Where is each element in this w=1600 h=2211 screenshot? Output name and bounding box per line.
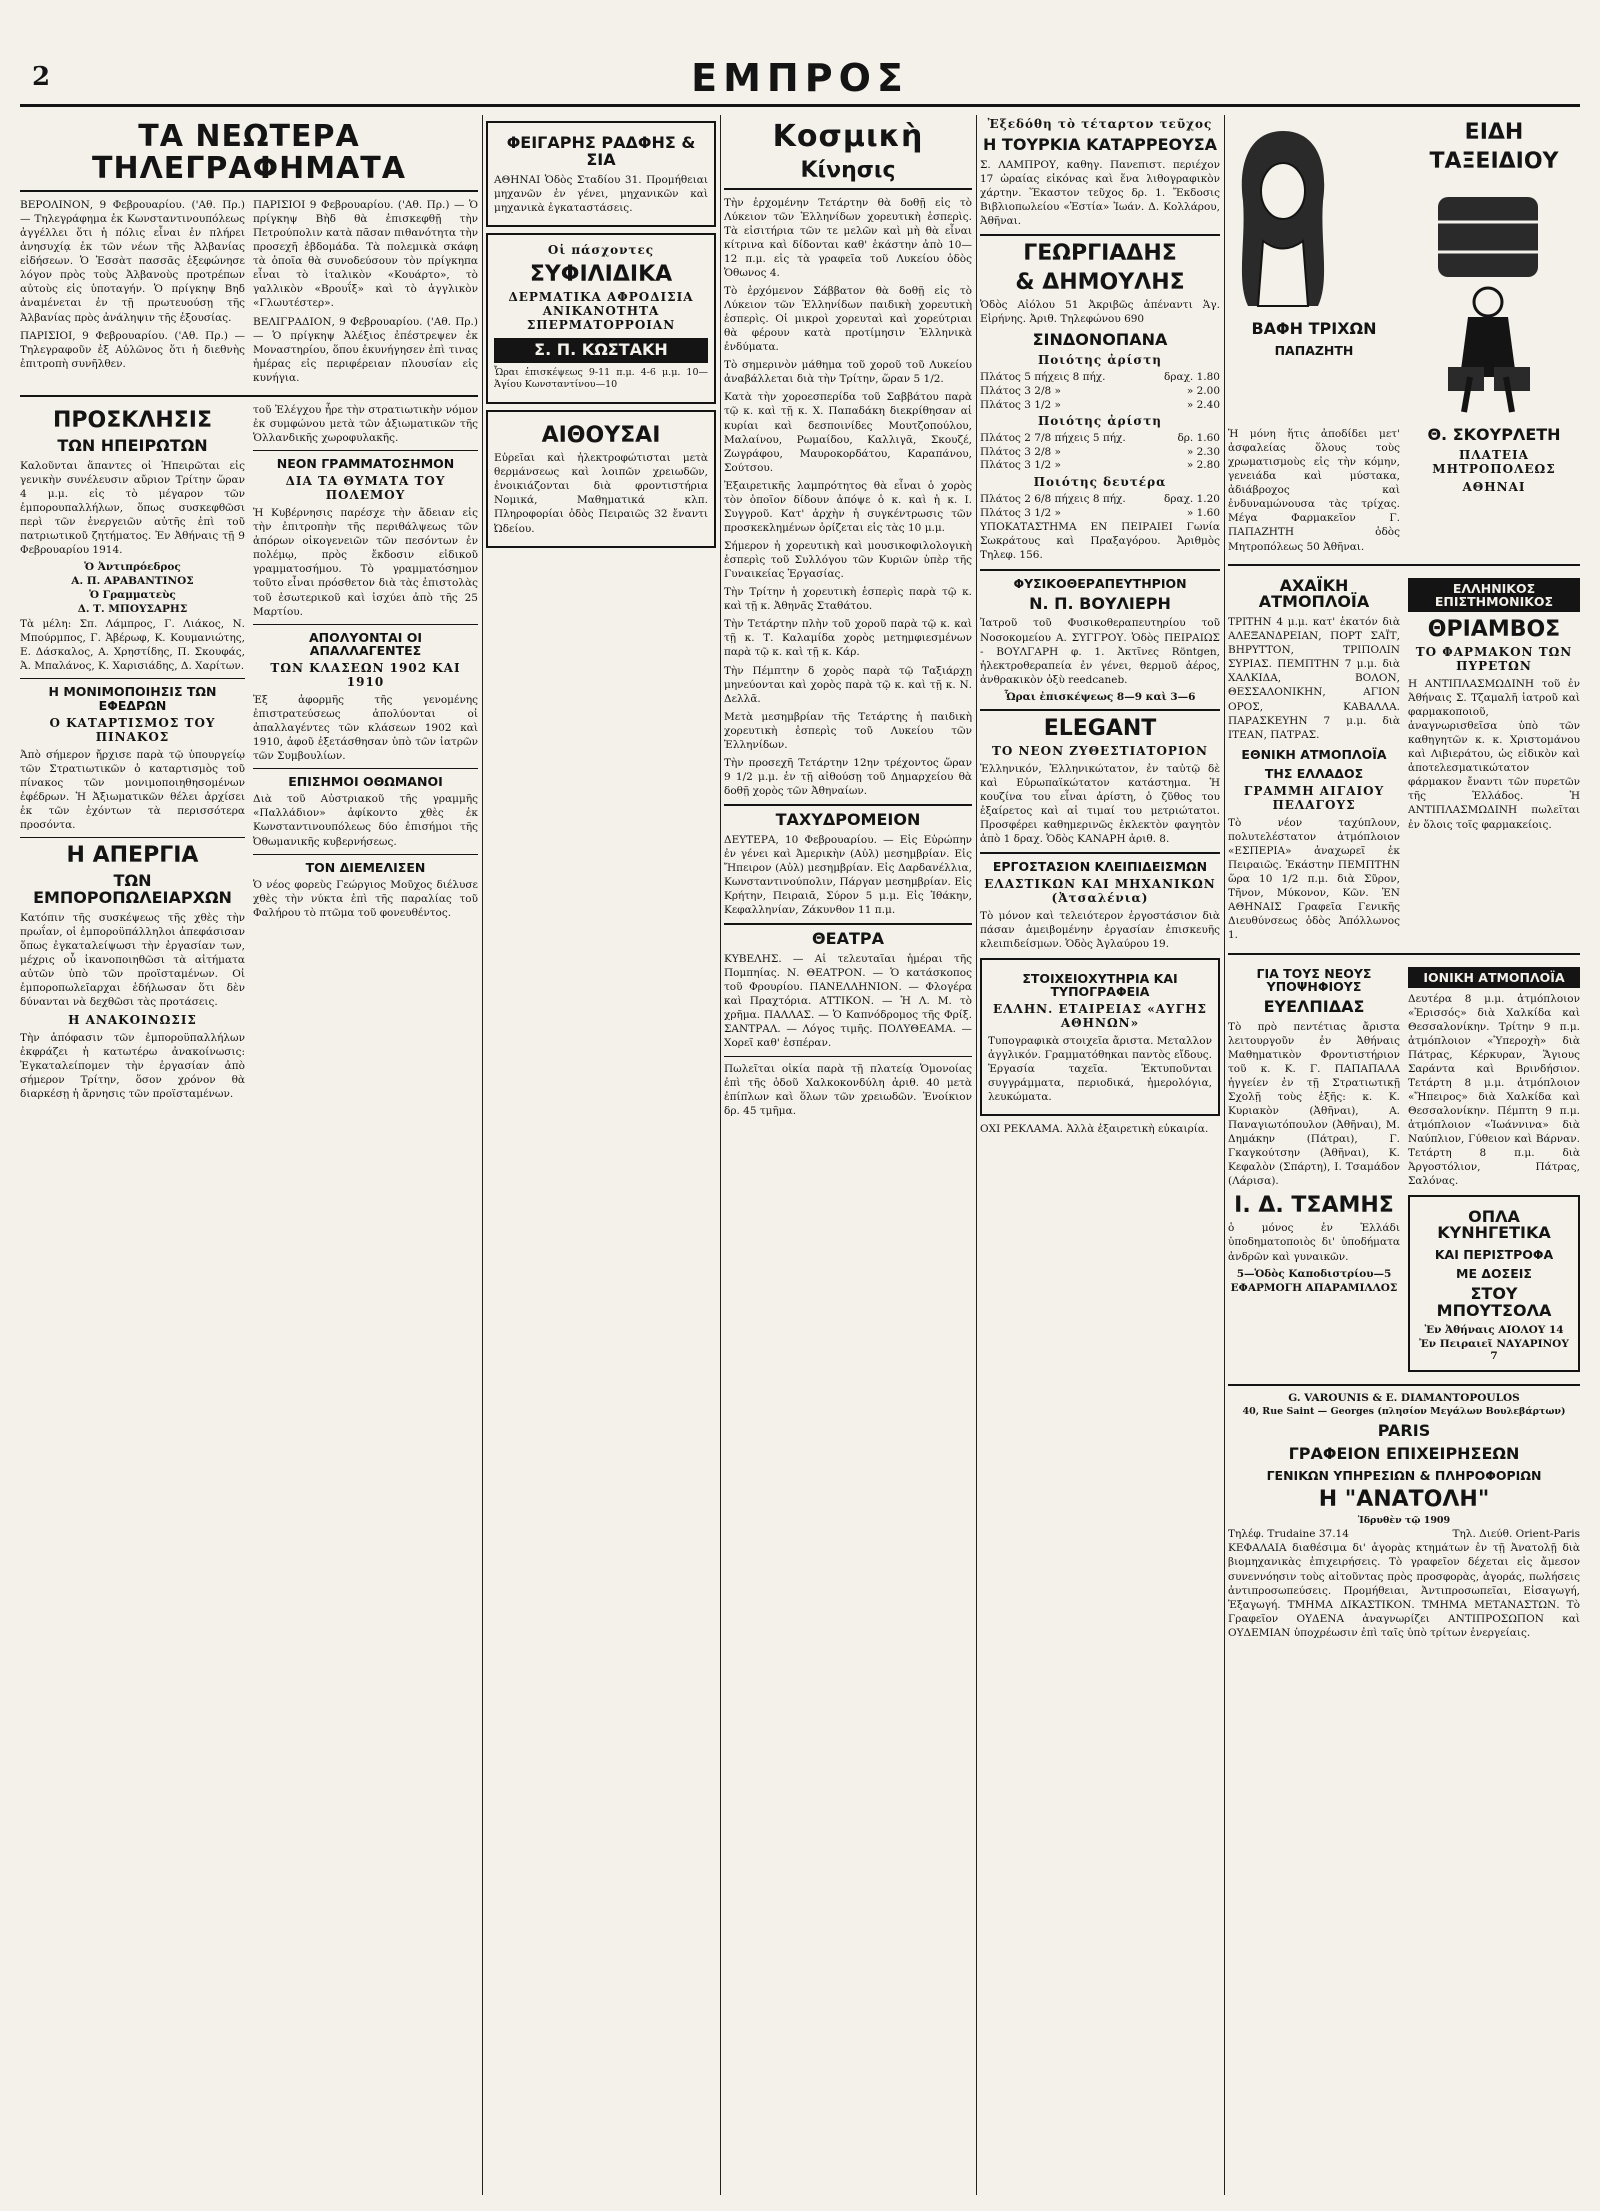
divider: [253, 854, 478, 855]
price-row: [980, 507, 1220, 521]
halls-title: ΑΙΘΟΥΣΑΙ: [541, 423, 661, 449]
print-text: Τυπογραφικὰ στοιχεῖα ἄριστα. Μεταλλον ἀγγλικόν. Γραμματόθηκαι παντὸς εἴδους. Ἐργασία ταχεῖα. Ἐκτυποῦνται συγγράμματα, περιοδικά, ἡμερολόγια, λευκώματα.: [988, 1034, 1212, 1104]
gd-addr: Ὁδὸς Αἰόλου 51 Ἀκριβῶς ἀπέναντι Ἁγ. Εἰρήνης. Ἀριθ. Τηλεφώνου 690: [980, 299, 1220, 326]
science-sub: ΤΟ ΦΑΡΜΑΚΟΝ ΤΩΝ ΠΥΡΕΤΩΝ: [1415, 644, 1573, 673]
divider: [20, 837, 245, 838]
epirus-sig1: Ὁ Ἀντιπρόεδρος: [84, 561, 181, 574]
trunk-city: ΑΘΗΝΑΙ: [1462, 479, 1526, 494]
firm-city: PARIS: [1377, 1420, 1431, 1440]
divider: [20, 678, 245, 679]
telegram-paris-1: ΠΑΡΙΣΙΟΙ 9 Φεβρουαρίου. ('Αθ. Πρ.) — Ὁ πρίγκηψ Βὴδ θὰ ἐπισκεφθῇ τὴν Πετρούπολιν κατὰ πᾶσαν πιθανότητα τὴν προσεχῆ ἑβδομάδα. Τὰ πολεμικὰ σκάφη τὰ ὁποῖα θὰ συνοδεύσουν τὸν πρίγκηπα εἶναι τὸ ἰταλικὸν «Κουάρτο», τὸ γαλλικὸν «Βρουΐξ» καὶ τὸ ἀγγλικὸν «Γλωυτέστερ».: [253, 199, 478, 310]
strike-text-2: Τὴν ἀπόφασιν τῶν ἐμποροϋπαλλήλων ἐκφράζει ἡ κατωτέρω ἀνακοίνωσις: Ἐγκαταλείπομεν τὴν ἐργασίαν ἀπὸ σήμερον Τρίτην, ὅσον χρόνον θὰ διαρκέσῃ ἡ ἄρνησις τῶν προϊσταμένων.: [20, 1032, 245, 1101]
epirus-sig1-name: Α. Π. ΑΡΑΒΑΝΤΙΝΟΣ: [71, 575, 194, 588]
divider: [980, 709, 1220, 711]
society-p9: Τὴν Πέμπτην δ χορὸς παρὰ τῷ Ταξιάρχῃ μηνεύονται καὶ χορὸς παρὰ τῷ κ. καὶ τῇ κ. Ν. Δελλᾶ.: [724, 664, 972, 705]
print-ad: [980, 958, 1220, 1117]
col5-low-right: [1408, 961, 1580, 1378]
gd-title-1: ΓΕΩΡΓΙΑΔΗΣ: [1023, 241, 1177, 267]
doctor-title: ΣΥΦΙΛΙΔΙΚΑ: [529, 261, 673, 287]
telegrams-body: [20, 198, 478, 389]
col2-lead: τοῦ Ἐλέγχου ἦρε τὴν στρατιωτικὴν νόμον ἐκ συμφώνου μετὰ τῶν ἀξιωματικῶν τῆς Ὁλλανδικῆς χωροφυλακῆς.: [253, 403, 478, 444]
col5-right: [1408, 115, 1580, 558]
turkey-note: Ἐξεδόθη τὸ τέταρτον τεῦχος: [987, 117, 1213, 131]
price-row: [980, 371, 1220, 385]
bureau-contacts: [1228, 1528, 1580, 1542]
column-society: [724, 115, 972, 2195]
doctor-sub: ΔΕΡΜΑΤΙΚΑ ΑΦΡΟΔΙΣΙΑ ΑΝΙΚΑΝΟΤΗΤΑ ΣΠΕΡΜΑΤΟΡΡΟΙΑΝ: [508, 289, 694, 332]
epirus-title-1: ΠΡΟΣΚΛΗΣΙΣ: [53, 407, 212, 433]
science-title-2: ΘΡΙΑΜΒΟΣ: [1427, 616, 1561, 642]
column-ads-center: [980, 115, 1220, 2195]
price-row: [980, 446, 1220, 460]
society-p1: Τὴν ἐρχομένην Τετάρτην θὰ δοθῇ εἰς τὸ Λύκειον τῶν Ἑλληνίδων χορευτικὴ ἑσπερὶς. Τὰ εἰσιτήρια τῶν τε μελῶν καὶ μὴ θὰ εἶναι κίτρινα καὶ δίδονται καθ' ἑκάστην ἀπὸ 10—12 π.μ. εἰς τὰ γραφεῖα τοῦ Λυκείου ὁδὸς Ὁθωνος 4.: [724, 196, 972, 279]
elegant-sub: ΤΟ ΝΕΟΝ ΖΥΘΕΣΤΙΑΤΟΡΙΟΝ: [992, 743, 1208, 758]
society-p5: Ἐξαιρετικῆς λαμπρότητος θὰ εἶναι ὁ χορὸς τὸν ὁποῖον δίδουν ἀπόψε ὁ κ. καὶ ἡ κ. Ι. Συγγροῦ. Κατ' ἀρχὴν ἡ συγκέντρωσις τῶν προσκεκλημένων ὁρίζεται εἰς τὰς 10 μ.μ.: [724, 479, 972, 534]
column-ads-left: [486, 115, 716, 2195]
divider: [253, 624, 478, 625]
gd-quality-3: Ποιότης δευτέρα: [1033, 475, 1167, 490]
divider: [980, 569, 1220, 571]
epirus-members: Τὰ μέλη: Σπ. Λάμπρος, Γ. Λιάκος, Ν. Μπούρμπος, Γ. Ἀβέρωφ, Κ. Κουμανιώτης, Ε. Δάσκαλος, Α. Χρηστίδης, Π. Σκουφάς, Ἀ. Μπαλάνος, Κ. Χαρισιάδης, Δ. Χαρίτων.: [20, 618, 245, 673]
society-p4: Κατὰ τὴν χοροεσπερίδα τοῦ Σαββάτου παρὰ τῷ κ. καὶ τῇ κ. Χ. Παπαδάκη διεκρίθησαν αἱ κυρίαι καὶ δεσποινίδες Μουτζοπούλου, Μαλαίνου, Ρωμαίδου, Καλλιγᾶ, Σκουζέ, Ζωγράφου, Μαυροκορδάτου, Καραπάνου, Σούτσου.: [724, 391, 972, 474]
fleet-title: Η ΜΟΝΙΜΟΠΟΙΗΣΙΣ ΤΩΝ ΕΦΕΔΡΩΝ: [48, 684, 217, 713]
theatre-title: ΘΕΑΤΡΑ: [812, 929, 884, 949]
page-number: 2: [32, 62, 51, 92]
price-value: » 2.40: [1186, 398, 1220, 411]
telegrams-title: ΤΑ ΝΕΩΤΕΡΑ ΤΗΛΕΓΡΑΦΗΜΑΤΑ: [92, 119, 406, 186]
gd-title-2: & ΔΗΜΟΥΛΗΣ: [1015, 270, 1185, 296]
price-row: [980, 493, 1220, 507]
stamp-sub: ΔΙΑ ΤΑ ΘΥΜΑΤΑ ΤΟΥ ΠΟΛΕΜΟΥ: [285, 474, 446, 503]
print-foot: ΟΧΙ ΡΕΚΛΑΜΑ. Ἀλλὰ ἐξαιρετικὴ εὐκαιρία.: [980, 1123, 1209, 1136]
diemelisen-text: Ὁ νέος φορεὺς Γεώργιος Μοῦχος διέλυσε χθὲς τὴν νύκτα ἐπὶ τῆς παραλίας τοῦ Φαλήρου τὸ πτῶμα τοῦ φονευθέντος.: [253, 878, 478, 919]
clinic-title: ΦΥΣΙΚΟΘΕΡΑΠΕΥΤΗΡΙΟΝ: [1013, 575, 1187, 591]
divider: [724, 188, 972, 190]
strike-title-1: Η ΑΠΕΡΓΙΑ: [66, 843, 199, 869]
hair-ad: [1228, 121, 1400, 421]
divider: [1228, 1384, 1580, 1386]
gd-quality-2: Ποιότης ἀρίστη: [1037, 414, 1163, 429]
telegrams-left: [20, 198, 245, 389]
divider: [724, 923, 972, 925]
society-p7: Τὴν Τρίτην ἡ χορευτικὴ ἑσπερὶς παρὰ τῷ κ. καὶ τῇ κ. Ἀθηνᾶς Σταθάτου.: [724, 586, 972, 613]
tsamis-text: ὁ μόνος ἐν Ἑλλάδι ὑποδηματοποιὸς δι' ὑποδήματα ἀνδρῶν καὶ γυναικῶν.: [1228, 1222, 1400, 1263]
society-title: Κοσμικὴ: [772, 119, 924, 154]
gd-branch: ΥΠΟΚΑΤΑΣΤΗΜΑ ΕΝ ΠΕΙΡΑΙΕΙ Γωνία Σωκράτους καὶ Πραξαγόρου. Ἀριθμὸς Τηλεφ. 156.: [980, 521, 1220, 562]
shipping-title: ΙΟΝΙΚΗ ΑΤΜΟΠΛΟΪΑ: [1408, 967, 1580, 988]
society-p3: Τὸ σημερινὸν μάθημα τοῦ χοροῦ τοῦ Λυκείου ἀναβάλλεται διὰ τὴν Τρίτην, ὥραν 5 1/2.: [724, 359, 972, 386]
fleet-text: Ἀπὸ σήμερον ἤρχισε παρὰ τῷ ὑπουργείῳ τῶν Στρατιωτικῶν ὁ καταρτισμὸς τοῦ πίνακος τῶν μονιμοποιηθησομένων ἐφέδρων. Ἡ Ἀξιωματικῶν θέλει ἀρχίσει ἐκ τῶν ἐχόντων τὰ περισσότερα προσόντα.: [20, 748, 245, 831]
epirus-sig2-name: Δ. Τ. ΜΠΟΥΣΑΡΗΣ: [77, 603, 188, 616]
bureau-tel: Τηλέφ. Trudaine 37.14: [1228, 1527, 1349, 1540]
divider: [724, 1056, 972, 1057]
machinery-text: ΑΘΗΝΑΙ Ὁδὸς Σταδίου 31. Προμήθειαι μηχανῶν ἐν γένει, μηχανικῶν καὶ μηχανικὰ ἐγκαταστάσεις.: [494, 173, 708, 214]
print-sub: ΕΛΛΗΝ. ΕΤΑΙΡΕΙΑΣ «ΑΥΓΗΣ ΑΘΗΝΩΝ»: [993, 1001, 1207, 1030]
col1-lower-left: [20, 403, 245, 1106]
science-title: ΕΛΛΗΝΙΚΟΣ ΕΠΙΣΤΗΜΟΝΙΚΟΣ: [1408, 578, 1580, 612]
trunk-vendor: Θ. ΣΚΟΥΡΛΕΤΗ: [1427, 425, 1561, 445]
strike-announce: Η ΑΝΑΚΟΙΝΩΣΙΣ: [68, 1013, 197, 1028]
trunk-place: ΠΛΑΤΕΙΑ ΜΗΤΡΟΠΟΛΕΩΣ: [1432, 447, 1556, 476]
machinery-title: ΦΕΙΓΑΡΗΣ ΡΑΔΦΗΣ & ΣΙΑ: [506, 133, 696, 169]
price-value: » 1.60: [1186, 506, 1220, 519]
society-p6: Σήμερον ἡ χορευτικὴ καὶ μουσικοφιλολογικὴ ἑσπερὶς τοῦ Συλλόγου τῶν Κυριῶν ὑπὲρ τῆς Γυναικείας Ἐργασίας.: [724, 540, 972, 581]
price-value: » 2.80: [1186, 459, 1220, 472]
stm1-text: ΤΡΙΤΗΝ 4 μ.μ. κατ' ἑκατόν διὰ ΑΛΕΞΑΝΔΡΕΙΑΝ, ΠΟΡΤ ΣΑΪΤ, ΒΗΡΥΤΤΟΝ, ΤΡΙΠΟΛΙΝ ΣΥΡΙΑΣ. ΠΕΜΠΤΗΝ 7 μ.μ. διὰ ΧΑΛΚΙΔΑ, ΒΟΛΟΝ, ΘΕΣΣΑΛΟΝΙΚΗΝ, ΑΓΙΟΝ ΟΡΟΣ, ΚΑΒΑΛΛΑ. ΠΑΡΑΣΚΕΥΗΝ 7 μ.μ. διὰ ΙΤΕΑΝ, ΠΑΤΡΑΣ.: [1228, 616, 1400, 741]
society-p10: Μετὰ μεσημβρίαν τῆς Τετάρτης ἡ παιδικὴ χορευτικὴ ἑσπερὶς τοῦ Λυκείου τῶν Ἑλληνίδων.: [724, 710, 972, 751]
bureau-founded: Ἱδρυθὲν τῷ 1909: [1357, 1514, 1451, 1526]
guns-title-2: ΚΑΙ ΠΕΡΙΣΤΡΟΦΑ: [1434, 1247, 1554, 1263]
guns-addr-1: Ἐν Ἀθήναις ΑΙΟΛΟΥ 14: [1424, 1323, 1564, 1336]
firm-address: 40, Rue Saint — Georges (πλησίον Μεγάλων Βουλεβάρτων): [1242, 1405, 1566, 1417]
gd-price-list-1: [980, 371, 1220, 412]
column-rule: [1224, 115, 1225, 2195]
evelp-text: Τὸ πρὸ πεντέτιας ἄριστα λειτουργοῦν ἐν Ἀθήναις Μαθηματικὸν Φροντιστήριον τοῦ κ. Κ. Γ. ΠΑΠΑΠΑΛΑ ἠγγείεν ἐν τῇ Στρατιωτικῇ Σχολῇ τοὺς ἑξῆς: κ. Κ. Κυριακὸν (Ἀθῆναι), Α. Παναγιωτόπουλον (Ἀθῆναι), Μ. Δημάκην (Πάτραι), Γ. Γκαγκούτσην (Ἀθῆναι), Κ. Κεφαλὸν (Σπάρτη), Ι. Τσαμάδον (Λάρισα).: [1228, 1020, 1400, 1188]
doctor-lead: Οἱ πάσχοντες: [547, 242, 655, 257]
price-row: [980, 432, 1220, 446]
price-value: δραχ. 1.20: [1163, 493, 1220, 506]
doctor-name: Σ. Π. ΚΩΣΤΑΚΗ: [494, 338, 708, 363]
telegram-belgrade: ΒΕΛΙΓΡΑΔΙΟΝ, 9 Φεβρουαρίου. ('Αθ. Πρ.) — Ὁ πρίγκηψ Ἀλέξιος ἐπέστρεψεν ἐκ Μοναστηρίου, ὅπου ἐκυνήγησεν ἐπὶ τινας ἡμέρας εἰς περιφέρειαν πλουσίαν εἰς κυνήγια.: [253, 315, 478, 384]
divider: [980, 852, 1220, 854]
tsamis-addr: 5—Ὁδὸς Καποδιστρίου—5: [1236, 1267, 1392, 1280]
guns-store: ΣΤΟΥ ΜΠΟΥΤΣΟΛΑ: [1436, 1284, 1552, 1321]
divider: [724, 804, 972, 806]
turkey-text: Σ. ΛΑΜΠΡΟΥ, καθηγ. Πανεπιστ. περιέχον 17 ὡραίας εἰκόνας καὶ ἕνα λιθογραφικὸν χάρτην. Ἕκαστον τεῦχος δρ. 1. Ἔκδοσις Βιβλιοπωλείου «Ἑστία» Ἰωάν. Δ. Κολλάρου, Ἀθῆναι.: [980, 158, 1220, 228]
divider: [253, 450, 478, 451]
bureau-sub: ΓΕΝΙΚΩΝ ΥΠΗΡΕΣΙΩΝ & ΠΛΗΡΟΦΟΡΙΩΝ: [1266, 1467, 1542, 1483]
epirus-title-2: ΤΩΝ ΗΠΕΙΡΩΤΩΝ: [57, 435, 208, 455]
strike-title-2: ΤΩΝ ΕΜΠΟΡΟΠΩΛΕΙΑΡΧΩΝ: [33, 871, 232, 907]
ottoman-title: ΕΠΙΣΗΜΟΙ ΟΘΩΜΑΝΟΙ: [288, 774, 443, 790]
doctor-ad: [486, 233, 716, 404]
trunk-title-2: ΤΑΞΕΙΔΙΟΥ: [1429, 149, 1559, 175]
factory-title: ΕΡΓΟΣΤΑΣΙΟΝ ΚΛΕΙΠΙΔΕΙΣΜΩΝ: [992, 859, 1208, 875]
divider: [20, 395, 478, 397]
hair-title: ΒΑΦΗ ΤΡΙΧΩΝ: [1251, 319, 1377, 338]
price-size: Πλάτος 3 1/2 »: [980, 506, 1061, 519]
firm-name: G. VAROUNIS & E. DIAMANTOPOULOS: [1288, 1391, 1520, 1404]
clinic-name: Ν. Π. ΒΟΥΛΙΕΡΗ: [1029, 593, 1171, 613]
woman-portrait-icon: [1228, 121, 1338, 311]
release-title: ΑΠΟΛΥΟΝΤΑΙ ΟΙ ΑΠΑΛΛΑΓΕΝΤΕΣ: [308, 629, 423, 658]
col5-mid-right: [1408, 572, 1580, 947]
trunk-title-1: ΕΙΔΗ: [1464, 120, 1524, 145]
evelp-title-2: ΕΥΕΛΠΙΔΑΣ: [1263, 996, 1365, 1016]
epirus-sig2: Ὁ Γραμματεὺς: [89, 589, 176, 602]
hair-sub: ΠΑΠΑΖΗΤΗ: [1274, 342, 1354, 358]
telegram-berlin: ΒΕΡΟΛΙΝΟΝ, 9 Φεβρουαρίου. ('Αθ. Πρ.) — Τηλεγράφημα ἐκ Κωνσταντινουπόλεως ἀγγέλλει ὅτι ἡ πόλις εἶναι ἐν πλήρει ἀνησυχίᾳ ἐκ τῶν νέων τῆς Ἀλβανίας εἰδήσεων. Ὁ Ἐσσὰτ πασσᾶς ἐξεφώνησε λόγον πρὸς τοὺς Ἀλβανοὺς προτρέπων αὐτοὺς εἰς ὑποταγήν. Ὁ πρίγκηψ Βηδ ἀναμένεται ἐν τῇ πρωτευούσῃ τῆς Ἀλβανίας πρὸς ἀνάληψιν τῆς ἐξουσίας.: [20, 199, 245, 324]
price-size: Πλάτος 2 6/8 πήχεις 8 πήχ.: [980, 493, 1126, 506]
paper-name: ΕΜΠΡΟΣ: [691, 56, 909, 100]
price-value: δραχ. 1.80: [1163, 371, 1220, 384]
price-size: Πλάτος 2 7/8 πήχεις 5 πήχ.: [980, 432, 1126, 445]
bureau-name: Η "ΑΝΑΤΟΛΗ": [1318, 1486, 1490, 1512]
stamp-title: ΝΕΟΝ ΓΡΑΜΜΑΤΟΣΗΜΟΝ: [276, 456, 455, 471]
divider: [20, 190, 478, 192]
telegram-paris-2: ΠΑΡΙΣΙΟΙ, 9 Φεβρουαρίου. ('Αθ. Πρ.) — Τηλεγραφοῦν ἐξ Αὐλῶνος ὅτι ἡ διεθνὴς ἐπιτροπὴ συνῆλθεν.: [20, 329, 245, 370]
price-row: [980, 459, 1220, 473]
price-row: [980, 385, 1220, 399]
price-value: » 2.00: [1186, 384, 1220, 397]
factory-sub: ΕΛΑΣΤΙΚΩΝ ΚΑΙ ΜΗΧΑΝΙΚΩΝ (Ἀτσαλένια): [984, 877, 1216, 906]
telegrams-right: [253, 198, 478, 389]
diemelisen-title: ΤΟΝ ΔΙΕΜΕΛΙΣΕΝ: [305, 859, 426, 875]
elegant-text: Ἑλληνικόν, Ἑλληνικώτατον, ἐν ταὐτῷ δὲ καὶ Εὐρωπαϊκώτατον κατάστημα. Ἡ κουζίνα του εἶναι ἀρίστη, ὁ ζῦθος του ἐξαίρετος καὶ αἱ τιμαί του μετριώτατοι. Προσφέρει καθημερινῶς ἐκλεκτὸν φαγητὸν ἀπὸ 1 δραχ. Ὁδὸς ΚΑΝΑΡΗ ἀριθ. 8.: [980, 762, 1220, 846]
guns-addr-2: Ἐν Πειραιεῖ ΝΑΥΑΡΙΝΟΥ 7: [1419, 1337, 1569, 1362]
fleet-sub: Ο ΚΑΤΑΡΤΙΣΜΟΣ ΤΟΥ ΠΙΝΑΚΟΣ: [49, 715, 216, 744]
price-size: Πλάτος 5 πήχεις 8 πήχ.: [980, 371, 1106, 384]
divider: [980, 234, 1220, 236]
doctor-hours: Ὧραι ἐπισκέψεως 9-11 π.μ. 4-6 μ.μ. 10—Ἀγίου Κωνσταντίνου—10: [494, 366, 708, 391]
release-sub: ΤΩΝ ΚΛΑΣΕΩΝ 1902 ΚΑΙ 1910: [270, 660, 461, 689]
masthead: [20, 52, 1580, 107]
price-value: δρ. 1.60: [1177, 432, 1220, 445]
tsamis-title: Ι. Δ. ΤΣΑΜΗΣ: [1234, 1193, 1394, 1219]
guns-sub: ΜΕ ΔΟΣΕΙΣ: [1456, 1266, 1532, 1282]
porter-trunk-icon: [1408, 177, 1568, 417]
price-value: » 2.30: [1186, 445, 1220, 458]
col5-low-left: [1228, 961, 1400, 1378]
divider: [253, 768, 478, 769]
society-p2: Τὸ ἐρχόμενον Σάββατον θὰ δοθῇ εἰς τὸ Λύκειον τῶν Ἑλληνίδων παιδικὴ χορευτικὴ ἑσπερὶς. Οἱ μικροὶ χορευταὶ καὶ χορεύτριαι θὰ φέρουν κατὰ προτίμησιν Ἑλληνικὰ ἐνδύματα.: [724, 284, 972, 354]
price-size: Πλάτος 3 2/8 »: [980, 445, 1061, 458]
col5-mid: [1228, 572, 1580, 947]
stamp-text: Ἡ Κυβέρνησις παρέσχε τὴν ἄδειαν εἰς τὴν ἐπιτροπὴν τῆς περιθάλψεως τῶν ἀπόρων οἰκογενειῶν τῶν πεσόντων ἐν πολέμῳ, πρὸς ἔκδοσιν εἰδικοῦ γραμματοσήμου. Τὸ γραμματόσημον τοῦτο εἶναι πρόσθετον διὰ τὰς ἐπιστολὰς τοῦ ἐσωτερικοῦ καὶ ἰσχύει ἀπὸ τῆς 25 Μαρτίου.: [253, 507, 478, 618]
elegant-title: ELEGANT: [1043, 715, 1157, 741]
print-title: ΣΤΟΙΧΕΙΟΧΥΤΗΡΙΑ ΚΑΙ ΤΥΠΟΓΡΑΦΕΙΑ: [1022, 970, 1178, 999]
mail-text: ΔΕΥΤΕΡΑ, 10 Φεβρουαρίου. — Εἰς Εὐρώπην ἐν γένει καὶ Ἀμερικὴν (Αὐλ) μεσημβρίαν. Εἰς Ἤπειρον (Αὐλ) μεσημβρίαν. Εἰς Δαρδανέλλια, Κωνσταντινούπολιν, Πάργαν μεσημβρίαν. Εἰς Κρήτην, Πειραιᾶ, Σύρον 5 μ.μ. Εἰς Ἰθάκην, Κεφαλληνίαν, Ζάκυνθον 11 π.μ.: [724, 833, 972, 917]
column-rule: [976, 115, 977, 2195]
column-rule: [482, 115, 483, 2195]
shipping-text: Δευτέρα 8 μ.μ. ἀτμόπλοιον «Ἐρισσός» διὰ Χαλκίδα καὶ Θεσσαλονίκην. Τρίτην 9 π.μ. ἀτμόπλοιον «Ὑπεροχὴ» διὰ Πάτρας, Κέρκυραν, Ἅγιους Σαράντα καὶ Βρινδήσιον. Τετάρτη 8 μ.μ. ἀτμόπλοιον «Ἤπειρος» διὰ Χαλκίδα καὶ Θεσσαλονίκην. Πέμπτη 9 π.μ. ἀτμόπλοιον «Ἰωάννινα» διὰ Ναύπλιον, Γύθειον καὶ Βάρναν. Τετάρτη 8 π.μ. διὰ Ἀργοστόλιον, Πάτρας, Σαλόνας.: [1408, 992, 1580, 1188]
gd-quality-1: Ποιότης ἀρίστη: [1037, 353, 1163, 368]
science-text: Η ΑΝΤΙΠΛΑΣΜΩΔΙΝΗ τοῦ ἐν Ἀθήναις Σ. Τζαμαλῆ ἰατροῦ καὶ φαρμακοποιοῦ, ἀναγνωρισθεῖσα ὑπὸ τῶν καθηγητῶν κ. κ. Χριστομάνου καὶ Λιβιεράτου, ὡς εἰδικὸν καὶ ἀποτελεσματικώτατον φάρμακον ἔναντι τῶν πυρετῶν τῆς Ἑλλάδος. Ἡ ΑΝΤΙΠΛΑΣΜΩΔΙΝΗ πωλεῖται ἐν ὅλοις τοῖς φαρμακείοις.: [1408, 677, 1580, 831]
price-size: Πλάτος 3 1/2 »: [980, 398, 1061, 411]
column-telegrams: [20, 115, 478, 2195]
bureau-title: ΓΡΑΦΕΙΟΝ ΕΠΙΧΕΙΡΗΣΕΩΝ: [1288, 1443, 1520, 1463]
theatre-text: ΚΥΒΕΛΗΣ. — Αἱ τελευταῖαι ἡμέραι τῆς Πομπηίας. Ν. ΘΕΑΤΡΟΝ. — Ὁ κατάσκοπος τοῦ Φρουρίου. ΠΑΝΕΛΛΗΝΙΟΝ. — Φλογέρα καὶ Πραχτόρια. ΑΤΤΙΚΟΝ. — Ἡ Λ. Μ. τὸ χρῆμα. ΠΑΛΛΑΣ. — Ὁ Καπνόδρομος τῆς Φρίξ. ΣΑΝΤΡΑΛ. — Λόγος τιμῆς. ΠΟΛΥΘΕΑΜΑ. — Χορεῖ καθ' ἑσπέραν.: [724, 953, 972, 1050]
col5-left: [1228, 115, 1400, 558]
guns-ad: [1408, 1195, 1580, 1372]
halls-text: Εὐρεῖαι καὶ ἠλεκτροφώτισται μετὰ θερμάνσεως καὶ λοιπῶν χρειωδῶν, ἐνοικιάζονται διὰ φροντιστήρια Νομικά, Μαθηματικά κλπ. Πληροφορίαι ὁδὸς Πειραιῶς 32 ἔναντι Ὠδείου.: [494, 452, 708, 535]
divider: [1228, 564, 1580, 566]
gd-product: ΣΙΝΔΟΝΟΠΑΝΑ: [1032, 330, 1168, 350]
hair-text: Ἡ μόνη ἥτις ἀποδίδει μετ' ἀσφαλείας ὅλους τοὺς χρωματισμοὺς εἰς τὴν κόμην, γενειάδα καὶ μύστακα, ἀδιάβροχος καὶ ἐνδυναμώνουσα τὰς τρίχας. Μέγα Φαρμακεῖον Γ. ΠΑΠΑΖΗΤΗ ὁδὸς Μητροπόλεως 50 Ἀθῆναι.: [1228, 428, 1400, 553]
clinic-hours: Ὧραι ἐπισκέψεως 8—9 καὶ 3—6: [1004, 690, 1196, 703]
col5-mid-left: [1228, 572, 1400, 947]
stm2-title: ΕΘΝΙΚΗ ΑΤΜΟΠΛΟΪΑ: [1241, 746, 1387, 762]
price-size: Πλάτος 3 2/8 »: [980, 384, 1061, 397]
divider: [1228, 953, 1580, 955]
guns-title: ΟΠΛΑ ΚΥΝΗΓΕΤΙΚΑ: [1437, 1206, 1551, 1243]
column-ads-right: [1228, 115, 1580, 2195]
col1-lower-right: [253, 403, 478, 1106]
machinery-ad: [486, 121, 716, 227]
stm2-text: Τὸ νέον ταχύπλουν, πολυτελέστατον ἀτμόπλοιον «ΕΣΠΕΡΙΑ» ἀναχωρεῖ ἐκ Πειραιῶς. Ἐκάστην ΠΕΜΠΤΗΝ ὥρα 10 1/2 π.μ. διὰ Σῦρον, Τῆνον, Μύκονον, Κῶν. ἘΝ ΑΘΗΝΑΙΣ Γραφεῖα Γενικῆς Διευθύνσεως ὁδὸς Ἀπόλλωνος 1.: [1228, 816, 1400, 942]
stm1-title: ΑΧΑΪΚΗ ΑΤΜΟΠΛΟΪΑ: [1258, 575, 1370, 612]
strike-text: Κατόπιν τῆς συσκέψεως τῆς χθὲς τὴν πρωΐαν, οἱ ἐμποροϋπάλληλοι ἀπεφάσισαν ὅπως ἐγκαταλείψωσι τὴν ἐργασίαν των, μέχρις οὗ ἱκανοποιηθῶσι τὰ αἰτήματα αὐτῶν ὑπὸ τῶν προϊσταμένων. Οἱ ἐμποροπωλεῖαρχαι ἐδήλωσαν ὅτι δὲν δύνανται νὰ δεχθῶσι τὰς προτάσεις.: [20, 911, 245, 1009]
society-p11: Τὴν προσεχῆ Τετάρτην 12ην τρέχοντος ὥραν 9 1/2 μ.μ. ἐν τῇ αἰθούσῃ τοῦ Δημαρχείου θὰ δοθῇ χορὸς τῶν Ἀθηναίων.: [724, 756, 972, 798]
turkey-title: Η ΤΟΥΡΚΙΑ ΚΑΤΑΡΡΕΟΥΣΑ: [982, 135, 1218, 154]
bureau-teleg: Τηλ. Διεύθ. Orient-Paris: [1452, 1527, 1580, 1540]
release-text: Ἐξ ἀφορμῆς τῆς γενομένης ἐπιστρατεύσεως ἀπολύονται οἱ ἀπαλλαγέντες τῶν κλάσεων 1902 καὶ 1910, ἀφοῦ ἐξετάσθησαν ὑπὸ τῶν ἰατρῶν τῶν Συμβουλίων.: [253, 693, 478, 763]
cobbler-foot: ΕΦΑΡΜΟΓΗ ΑΠΑΡΑΜΙΛΛΟΣ: [1230, 1281, 1398, 1294]
society-p8: Τὴν Τετάρτην πλὴν τοῦ χοροῦ παρὰ τῷ κ. καὶ τῇ κ. Τ. Καλαμίδα χορὸς μετημφιεσμένων παρὰ τῷ κ. καὶ τῇ κ. Κάρ.: [724, 618, 972, 659]
epirus-text: Καλοῦνται ἅπαντες οἱ Ἠπειρῶται εἰς γενικὴν συνέλευσιν αὔριον Τρίτην ὥραν 4 μ.μ. εἰς τὸ μέγαρον τῶν ἐμπορουπαλλήλων, ὅπως συσκεφθῶσι περὶ τῶν ἐνεργειῶν αὐτῆς ἐπὶ τοῦ πατριωτικοῦ ζητήματος. Ἐν Ἀθήναις τῇ 9 Φεβρουαρίου 1914.: [20, 459, 245, 557]
ottoman-text: Διὰ τοῦ Αὐστριακοῦ τῆς γραμμῆς «Παλλάδιον» ἀφίκοντο χθὲς ἐκ Κωνσταντινουπόλεως δύο ἐπισήμοι τῆς Ὀθωμανικῆς κυβερνήσεως.: [253, 793, 478, 848]
factory-text: Τὸ μόνον καὶ τελειότερον ἐργοστάσιον διὰ πάσαν ἀμειβομένην ἐργασίαν ἐπισκευῆς κλειπιδείσμων. Ὁδὸς Ἀγλαύρου 19.: [980, 910, 1220, 951]
halls-ad: [486, 410, 716, 547]
bureau-text: ΚΕΦΑΛΑΙΑ διαθέσιμα δι' ἀγορὰς κτημάτων ἐν τῇ Ἀνατολῇ διὰ βιομηχανικὰς ἐπιχειρήσεις. Τὸ γραφεῖον δέχεται εἰς ἄμεσον συνεννόησιν τοὺς αἰτοῦντας πρὸς προσφορὰς, ἀγοράς, πωλήσεις ἀντιπροσωπεύσεις. Προμήθειαι, Ἀντιπροσωπεῖαι, Εἰσαγωγή, Ἐξαγωγή. ΤΜΗΜΑ ΔΙΚΑΣΤΙΚΟΝ. ΤΜΗΜΑ ΜΕΤΑΝΑΣΤΩΝ. Τὸ Γραφεῖον ΟΥΔΕΝΑ ἀναγνωρίζει ΑΝΤΙΠΡΟΣΩΠΟΝ καὶ ΟΥΔΕΜΙΑΝ ὑποχρέωσιν ἐπὶ ταῖς ὑπὸ τρίτων ἐνεργείαις.: [1228, 1542, 1580, 1639]
col5-low: [1228, 961, 1580, 1378]
stm2-sub: ΓΡΑΜΜΗ ΑΙΓΑΙΟΥ ΠΕΛΑΓΟΥΣ: [1243, 783, 1385, 812]
mail-title: ΤΑΧΥΔΡΟΜΕΙΟΝ: [775, 810, 921, 830]
clinic-text: Ἰατροῦ τοῦ Φυσικοθεραπευτηρίου τοῦ Νοσοκομείου Α. ΣΥΓΓΡΟΥ. Ὁδὸς ΠΕΙΡΑΙΩΣ - ΒΟΥΛΓΑΡΗ φ. 1. Ἀκτῖνες Röntgen, ἠλεκτροθεραπεία ἐν γένει, θερμοῦ ἀέρος, ἀνθρακικὸν ὀξὺ reedcaneb.: [980, 617, 1220, 686]
price-row: [980, 399, 1220, 413]
gd-price-list-3: [980, 493, 1220, 520]
evelp-title: ΓΙΑ ΤΟΥΣ ΝΕΟΥΣ ΥΠΟΨΗΦΙΟΥΣ: [1256, 965, 1372, 994]
gd-price-list-2: [980, 432, 1220, 473]
stm2-title-2: ΤΗΣ ΕΛΛΑΔΟΣ: [1264, 765, 1364, 781]
col5-top: [1228, 115, 1580, 558]
column-rule: [720, 115, 721, 2195]
society-sub: Κίνησις: [800, 157, 896, 183]
col1-lower: [20, 403, 478, 1106]
sale-text: Πωλεῖται οἰκία παρὰ τῇ πλατείᾳ Ὁμονοίας ἐπὶ τῆς ὁδοῦ Χαλκοκονδύλη ἀριθ. 40 μετὰ ἐπίπλων καὶ ὅλων τῶν χρειωδῶν. Ἐνοίκιον δρ. 45 τμῆμα.: [724, 1062, 972, 1117]
price-size: Πλάτος 3 1/2 »: [980, 459, 1061, 472]
